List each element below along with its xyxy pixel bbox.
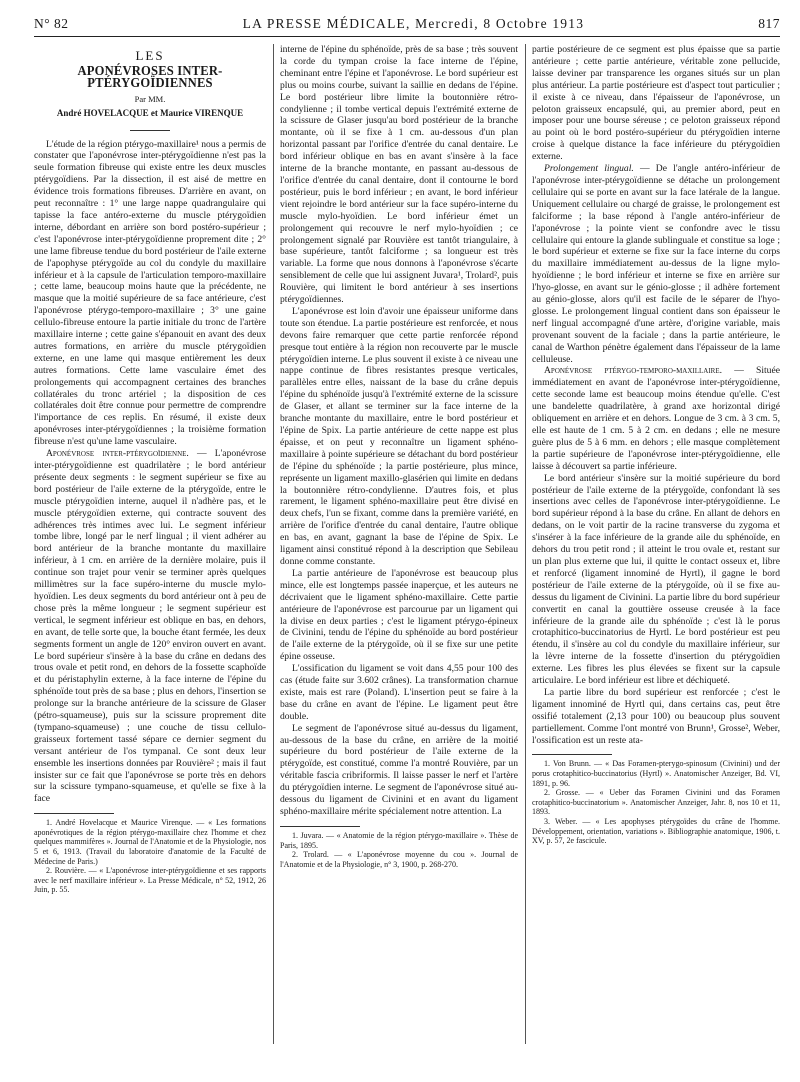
paragraph: interne de l'épine du sphénoïde, près de sa base ; très souvent la corde du tympan croise la face interne de l'épine, cheminant entre l'épine et l'aponévrose. Le bord supérieur est plus ou moins courbe, suivant la saillie en dedans de l'épine. Le bord postérieur libre limite la boutonnière rétro-condylienne ; il tombe vertical depuis l'extrémité externe de la scissure de Glaser jusqu'au bord postérieur de la branche montante, où il se fixe à 1 cm. au-dessous d'un plan horizontal passant par l'orifice d'entrée du canal dentaire. Le bord inférieur oblique en bas en avant s'insère à la face interne de la branche montante, en passant au-dessous de l'orifice d'entrée du canal dentaire, dont il contourne le bord postérieur, puis le bord inférieur ; en avant, le bord inférieur vient rejoindre le bord antérieur sur la face supéro-interne du muscle mylo-hyoïdien. Le bord inférieur émet un prolongement qui recouvre le nerf mylo-hyoïdien ; ce prolongement signalé par Rouvière est tantôt triangulaire, à base supérieure, tantôt falciforme ; sa longueur est très variable. La forme que nous donnons à l'aponévrose s'écarte sensiblement de celle que lui assignent Juvara¹, Trolard², puis Rouvière, qui limitent le bord antérieur à ses insertions ptérygoïdiennes. bbox=[280, 44, 518, 306]
column-rule bbox=[273, 44, 274, 1044]
paragraph-text: — L'aponévrose inter-ptérygoïdienne est quadrilatère ; le bord antérieur présente deux segments : le segment supérieur se fixe au bord postérieur de l'aile externe de la ptérygoïde, entre le muscle ptérygoïdien interne, auquel il n'adhère pas, et le muscle ptérygoïdien externe, qui contracte souvent des adhérences très intimes avec lui. Le segment inférieur tombe libre, longé par le nerf lingual ; il vient adhérer au bord antérieur de la branche montante du maxillaire inférieur, à 1 cm. en arrière de la dernière molaire, puis il continue son trajet pour venir se terminer après quelques millimètres sur la face supéro-interne du muscle mylo-hyoïdien. Les deux segments du bord antérieur ont à peu de chose près la même longueur ; le segment supérieur est vertical, le segment inférieur est oblique en bas, en dehors, en avant, de telle sorte que, la bouche étant fermée, les deux segments forment un angle de 120° environ ouvert en avant. Le bord supérieur s'insère à la base du crâne en dedans des trous ovale et petit rond, en dehors de la fossette scaphoïde et du péristaphylin externe, à la face interne de l'épine du sphénoïde tout près de sa base ; plus en dehors, l'insertion se prolonge sur la branche antérieure de la scissure de Glaser (pétro-squameuse), puis sur la scissure proprement dite (tympano-squameuse) ; une couche de tissu cellulo-graisseux fortement tassé sépare ce dernier segment du versant antérieur de l'os tympanal. Ce sont deux leur ensemble les insertions données par Rouvière² ; mais il faut insister sur ce fait que l'aponévrose se porte très en dehors sur la scissure tympano-squameuse, et qu'elle se fixe à la face bbox=[34, 448, 266, 805]
paragraph: La partie libre du bord supérieur est renforcée ; c'est le ligament innominé de Hyrtl qui, dans certains cas, peut être ossifié totalement (2,13 pour 100) ou beaucoup plus souvent partiellement. Comme l'ont montré von Brunn¹, Grosse², Weber, l'ossification est un reste ata- bbox=[532, 686, 780, 746]
article-title-block bbox=[34, 50, 266, 131]
paragraph: L'ossification du ligament se voit dans 4,55 pour 100 des cas (étude faite sur 3.602 crânes). La transformation charnue existe, mais est rare (Poland). L'insertion peut se faire à la base du crâne en avant de l'épine. Le ligament peut être double. bbox=[280, 663, 518, 722]
footnote: 2. Rouvière. — « L'aponévrose inter-ptérygoïdienne et ses rapports avec le nerf maxillaire inférieur ». La Presse Médicale, n° 52, 1912, 26 Juin, p. 55. bbox=[34, 866, 266, 895]
section-heading: Prolongement lingual. bbox=[544, 163, 634, 175]
title-separator bbox=[130, 130, 170, 131]
footnote: 1. André Hovelacque et Maurice Virenque. — « Les formations aponévrotiques de la région ptérygo-maxillaire chez l'homme et chez quelques mammifères ». Journal de l'Anatomie et de la Physiologie, nos 5 et 6, 1913. (Travail du laboratoire d'anatomie de la Faculté de Médecine de Paris.) bbox=[34, 818, 266, 866]
journal-title: LA PRESSE MÉDICALE, Mercredi, 8 Octobre 1913 bbox=[242, 16, 585, 31]
paragraph: Le segment de l'aponévrose situé au-dessus du ligament, au-dessous de la base du crâne, en arrière de la moitié supérieure du bord postérieur de l'aile externe de la ptérygoïde, est constitué, comme l'a montré Rouvière, par un véritable fascia cribriformis. Il laisse passer le nerf et l'artère du ptérygoïdien interne. Le segment de l'aponévrose situé au-dessous du ligament de Civinini et en avant du ligament sphéno-maxillaire mérite spécialement notre attention. La bbox=[280, 722, 518, 817]
paragraph bbox=[34, 448, 266, 805]
paragraph: La partie antérieure de l'aponévrose est beaucoup plus mince, elle est longtemps passée inaperçue, et les auteurs ne décrivaient que le ligament sphéno-maxillaire. Cette partie antérieure de l'aponévrose est parcourue par un ligament qui la divise en deux parties ; c'est le ligament ptérygo-épineux de Civinini, tendu de l'épine du sphénoïde au bord postérieur de l'aile externe de la ptérygoïde, où il se fixe sur une petite épine osseuse. bbox=[280, 567, 518, 663]
authors: André HOVELACQUE et Maurice VIRENQUE bbox=[56, 107, 244, 118]
column-2 bbox=[280, 44, 518, 1049]
footnote: 1. Von Brunn. — « Das Foramen-pterygo-spinosum (Civinini) und der porus crotaphitico-buccinatorius (Hyrtl) ». Anatomischer Anzeiger, Bd. VI, 1891, p. 96. bbox=[532, 759, 780, 788]
section-heading: Aponévrose ptérygo-temporo-maxillaire. bbox=[544, 365, 723, 377]
section-heading: Aponévrose inter-ptérygoïdienne. bbox=[46, 448, 189, 460]
footnote-rule bbox=[34, 813, 114, 814]
paragraph: L'étude de la région ptérygo-maxillaire¹ nous a permis de constater que l'aponévrose inter-ptérygoïdienne n'est pas la seule formation fibreuse qui existe entre les deux muscles ptérygoïdiens. Par la dissection, il est aisé de mettre en évidence trois formations fibreuses. D'arrière en avant, on peut reconnaître : 1° une large nappe quadrangulaire qui tapisse la face antéro-externe du muscle ptérygoïdien interne, débordant en arrière son bord postéro-supérieur ; c'est l'aponévrose inter-ptérygoïdienne proprement dite ; 2° une lame fibreuse tendue du bord postérieur de l'aile externe de l'apophyse ptérygoïde au col du condyle du maxillaire inférieur et à la capsule de l'articulation temporo-maxillaire ; cette lame, beaucoup moins haute que la précédente, ne masque que la moitié supérieure de sa face antérieure, c'est l'aponévrose ptérygo-temporo-maxillaire ; 3° une gaine cellulo-fibreuse entoure la partie initiale du tronc de l'artère maxillaire interne ; cette gaine s'épanouit en avant des deux autres formations, en arrière du muscle ptérygoïdien externe, en une lame qui masque entièrement les deux autres formations. Cette lame vasculaire émet des prolongements qui accompagnent certaines des branches collatérales du tronc artériel ; la disposition de ces collatérales doit être connue pour permettre de comprendre l'importance de ces replis. En résumé, il existe deux aponévroses inter-ptérygoïdiennes ; la troisième formation fibreuse n'est qu'une lame vasculaire. bbox=[34, 138, 266, 448]
page-number: 817 bbox=[758, 16, 780, 31]
article-title: APONÉVROSES INTER-PTÉRYGOÏDIENNES bbox=[77, 63, 223, 91]
paragraph: Le bord antérieur s'insère sur la moitié supérieure du bord postérieur de l'aile externe de la ptérygoïde, confondant là ses insertions avec celles de l'aponévrose inter-ptérygoïdienne. Le bord supérieur répond à la base du crâne. En allant de dehors en dedans, on le voit partir de la racine transverse du zygoma et s'insérer à la face inférieure de la grande aile du sphénoïde, en dehors du trou petit rond ; il atteint le trou ovale et, restant sur un plan plus externe que lui, il quitte le contact osseux et, libre et renforcé (ligament innominé de Hyrtl), il gagne le bord postérieur de l'aile externe de la ptérygoïde, où il se fixe au-dessus du ligament de Civinini. La partie libre du bord supérieur convertit en canal la gouttière osseuse creusée à la face inférieure de la grande aile du sphénoïde ; c'est là le porus crotaphitico-buccinatorius de Hyrtl. Le bord postérieur est peu étendu, il s'insère au col du condyle du maxillaire inférieur, sur la lèvre interne de la fossette d'insertion du ptérygoïdien externe. Les fibres les plus élevées se fixent sur la capsule articulaire. Le bord inférieur est libre et déchiqueté. bbox=[532, 472, 780, 687]
paragraph: L'aponévrose est loin d'avoir une épaisseur uniforme dans toute son étendue. La partie postérieure est renforcée, et nous devons faire remarquer que cette partie renforcée répond presque tout entière à la région non recouverte par le muscle ptérygoïdien interne. Le plus souvent il existe à ce niveau une nappe continue de fibres resistantes presque verticales, parallèles entre elles, naissant de la base du crâne depuis l'épine du sphénoïde jusqu'à l'extrémité externe de la scissure de Glaser, et allant se terminer sur la face interne de la branche montante du maxillaire, entre le bord postérieur et l'épine de Spix. La partie antérieure de cette nappe est plus épaisse, et on peut y reconnaître un ligament sphéno-maxillaire à pointe supérieure se détachant du bord postérieur de l'épine du sphénoïde ; la partie postérieure, plus mince, représente un ligament maxillo-glasérien qui limite en dedans la boutonnière rétro-condylienne. D'autres fois, et plus rarement, le ligament sphéno-maxillaire peut être divisé en deux chefs, l'un se fixant, comme dans la première variété, en arrière de l'orifice d'entrée du canal dentaire, l'autre oblique en bas, en avant, gagnant la base de l'épine de Spix. Le ligament ainsi constitué répond à la description que Sebileau donne comme constante. bbox=[280, 305, 518, 567]
footnote-rule bbox=[280, 826, 360, 827]
issue-number: N° 82 bbox=[34, 16, 69, 31]
paragraph bbox=[532, 365, 780, 472]
column-rule bbox=[525, 44, 526, 1044]
footnote: 2. Trolard. — « L'aponévrose moyenne du cou ». Journal de l'Anatomie et de la Physiologie, n° 3, 1900, p. 268-270. bbox=[280, 850, 518, 869]
title-line-1: LES bbox=[135, 48, 165, 63]
paragraph bbox=[532, 163, 780, 365]
column-3 bbox=[532, 44, 780, 1049]
footnote: 2. Grosse. — « Ueber das Foramen Civinini und das Foramen crotaphitico-buccinatorium ». Anatomischer Anzeiger, Jahr. 8, nos 10 et 11, 1893. bbox=[532, 788, 780, 817]
column-1 bbox=[34, 44, 266, 1049]
paragraph-text: — De l'angle antéro-inférieur de l'aponévrose inter-ptérygoïdienne se détache un prolongement cellulaire qui se porte en avant sur la face latérale de la langue. Uniquement cellulaire ou chargé de graisse, le prolongement est falciforme ; la base répond à l'angle antéro-inférieur de l'aponévrose ; la pointe vient se confondre avec le tissu cellulaire qui entoure la glande sublinguale et constitue sa loge ; le bord supérieur et externe se fixe sur la face interne du corps du maxillaire immédiatement au-dessus de la ligne mylo-hyoïdienne ; le bord inférieur et interne se fixe en arrière sur l'hyo-glosse, en avant sur le génio-glosse ; il adhère fortement au génio-glosse, alors qu'il est facile de le séparer de l'hyo-glosse. Le prolongement lingual contient dans son épaisseur le nerf lingual accompagné d'une artère, d'origine variable, mais provenant souvent de la faciale ; dans la partie antérieure, le canal de Warthon pénètre également dans l'épaisseur de la lame celluleuse. bbox=[532, 163, 780, 365]
paragraph-text: — Située immédiatement en avant de l'aponévrose inter-ptérygoïdienne, cette seconde lame est beaucoup moins étendue qu'elle. C'est une bandelette quadrilatère, à grand axe horizontal dirigé obliquement en arrière et en dehors. Longue de 3 cm. à 3 cm. 5, elle est haute de 1 cm. 5 à 2 cm. en dedans ; elle ne mesure guère plus de 5 à 6 mm. en dehors ; elle masque complètement la partie supérieure de l'aponévrose inter-ptérygoïdienne, elle laisse à découvert sa partie inférieure. bbox=[532, 365, 780, 472]
paragraph: partie postérieure de ce segment est plus épaisse que sa partie antérieure ; cette partie antérieure, véritable zone pellucide, laisse deviner par transparence les organes situés sur un plan plus antérieur. La partie postérieure est d'aspect tout particulier ; il existe à ce niveau, dans l'épaisseur de l'aponévrose, un peloton graisseux encapsulé, qui, au premier abord, peut en imposer pour une bourse séreuse ; ce peloton graisseux répond au point où le bord postéro-supérieur du ptérygoïdien interne croise à quelque distance la face inférieure du ptérygoïdien externe. bbox=[532, 44, 780, 163]
page-header bbox=[34, 12, 780, 37]
footnote: 1. Juvara. — « Anatomie de la région ptérygo-maxillaire ». Thèse de Paris, 1895. bbox=[280, 830, 518, 850]
byline-prefix: Par MM. bbox=[134, 93, 166, 104]
footnote: 3. Weber. — « Les apophyses ptérygoïdes du crâne de l'homme. Développement, orientation, variations ». Bibliographie anatomique, 1906, t. XV, p. 57, 2e fascicule. bbox=[532, 817, 780, 846]
footnote-rule bbox=[532, 754, 612, 755]
